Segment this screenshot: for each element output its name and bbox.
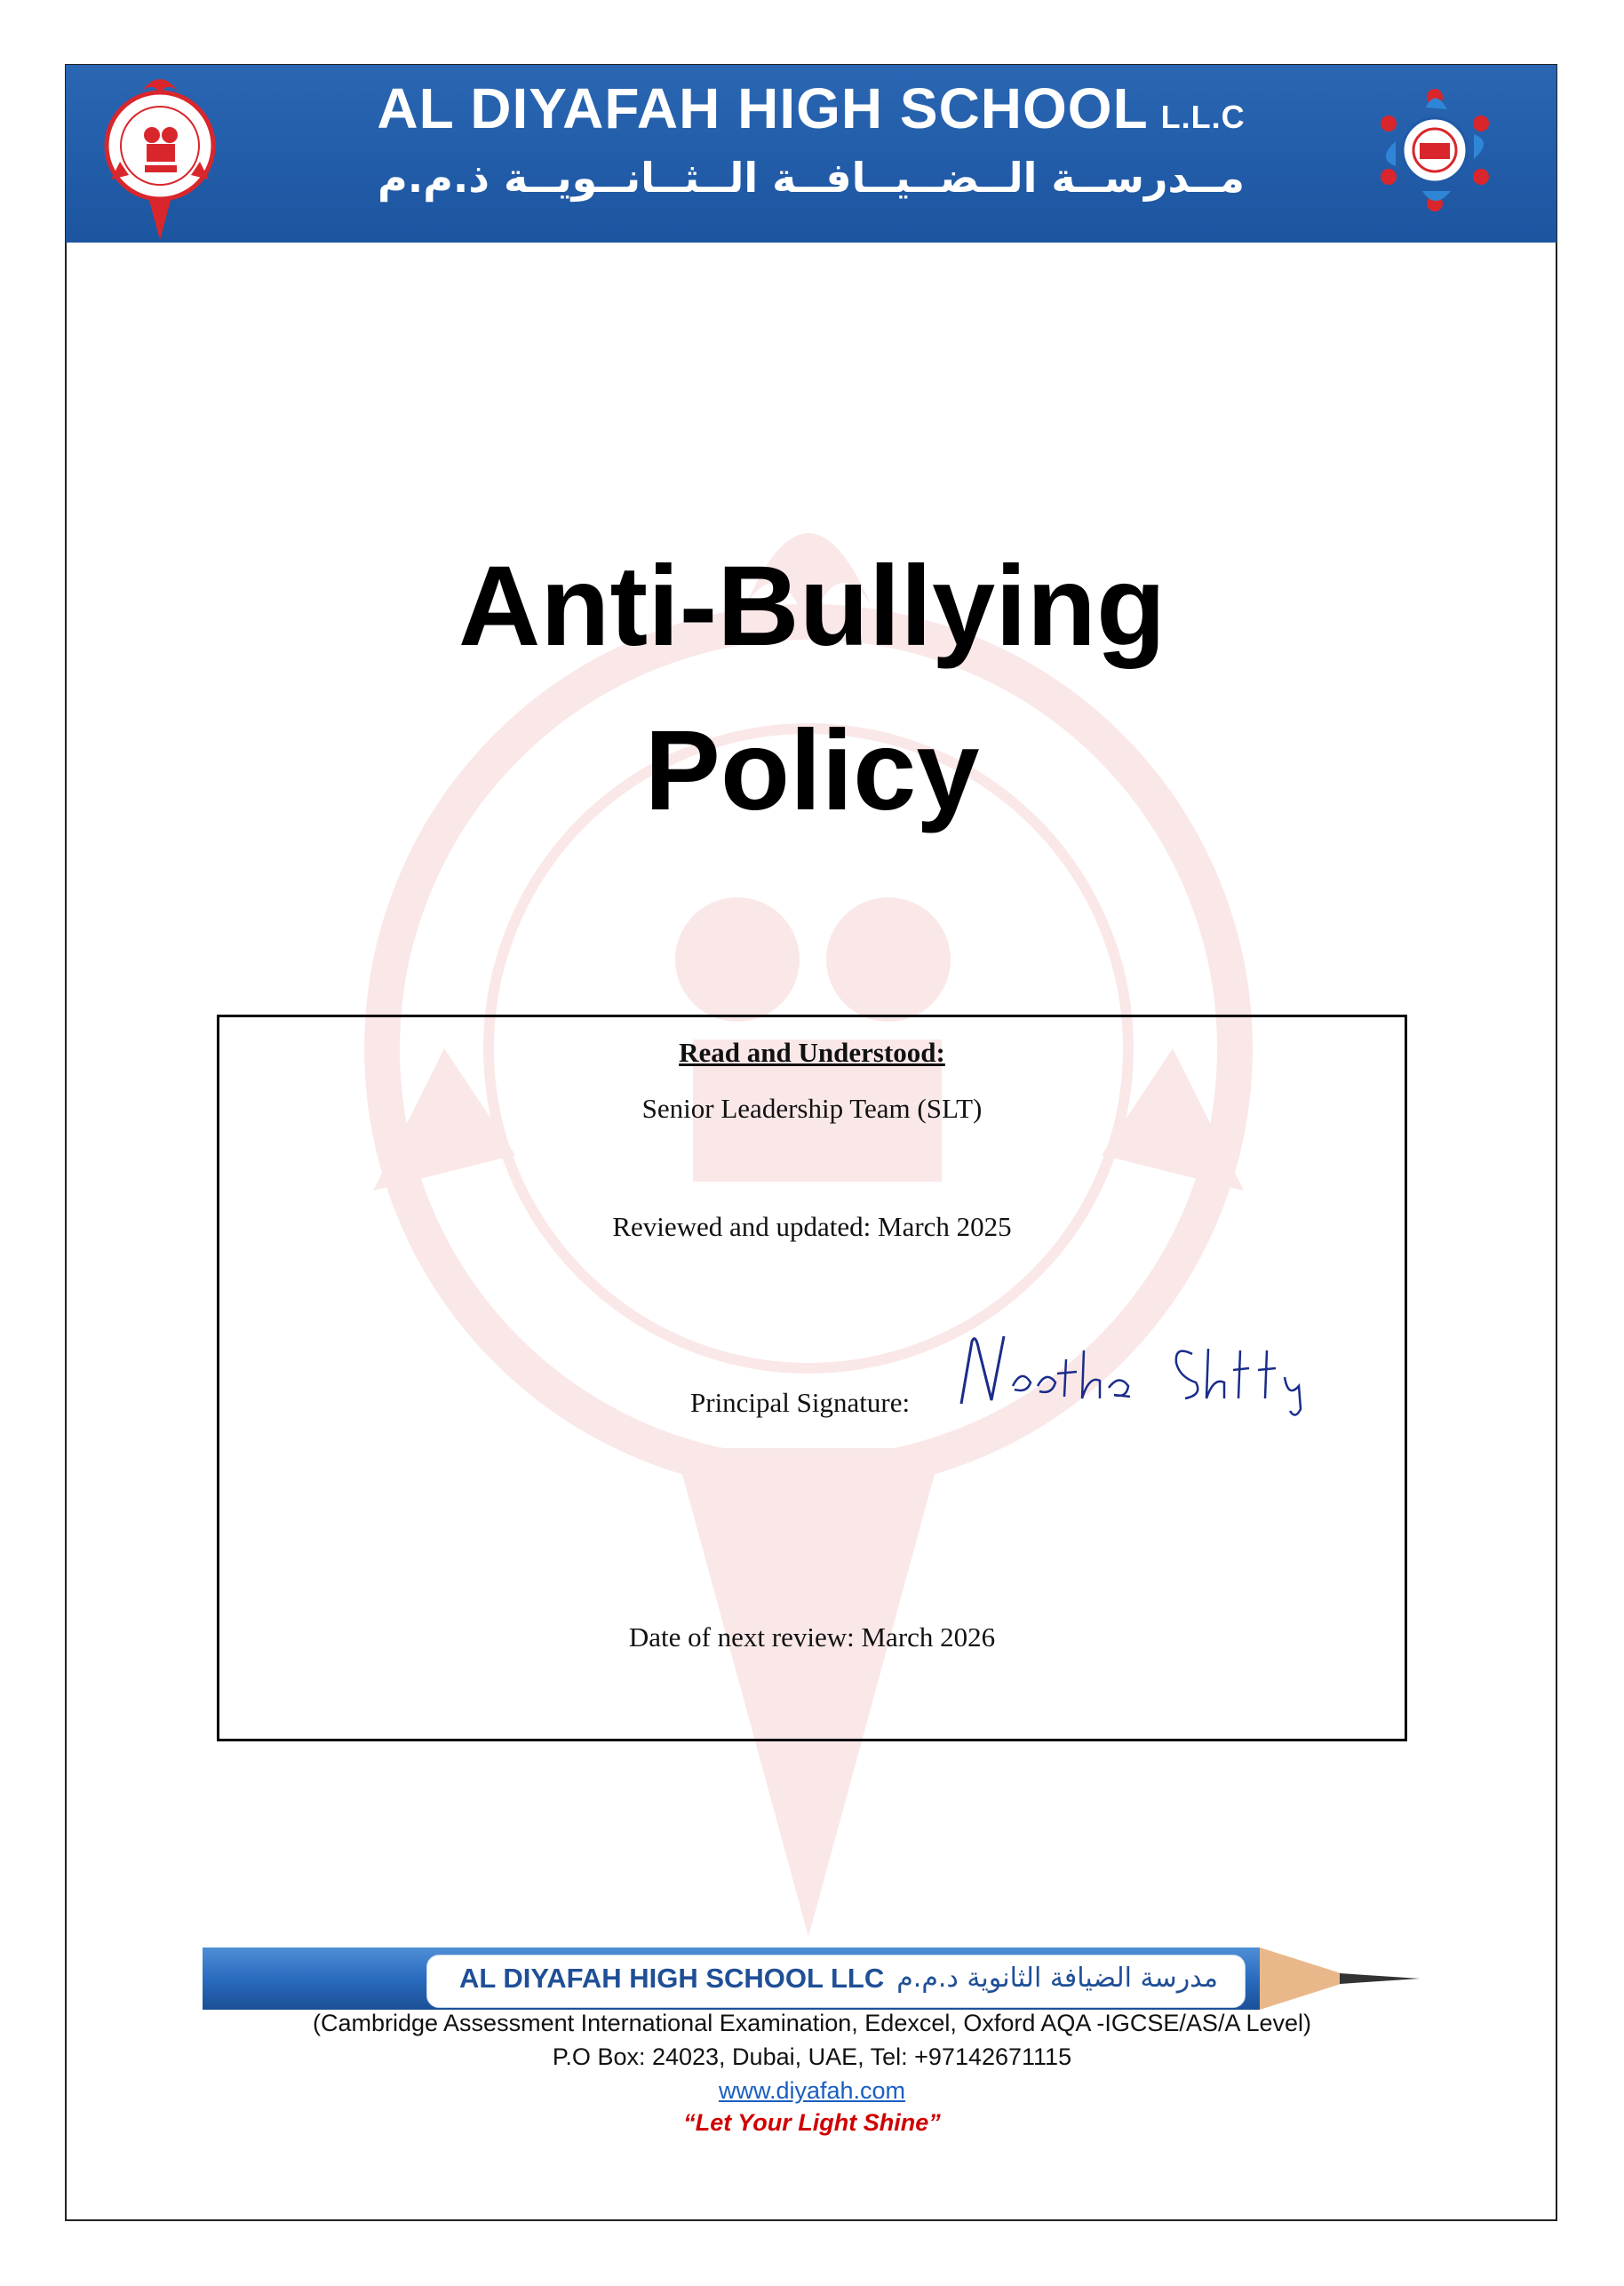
signature-label: Principal Signature: [690, 1387, 911, 1418]
next-review-line: Date of next review: March 2026 [628, 1621, 996, 1653]
footer-website-link[interactable]: www.diyafah.com [718, 2077, 906, 2104]
pencil-label [426, 1955, 1246, 2008]
box-heading: Read and Understood: [679, 1037, 945, 1068]
footer-motto: “Let Your Light Shine” [683, 2109, 941, 2136]
title-line-1: Anti-Bullying [458, 543, 1166, 670]
title-line-2: Policy [644, 707, 980, 834]
footer-contact: P.O Box: 24023, Dubai, UAE, Tel: +97142671115 [552, 2043, 1072, 2070]
document-title [0, 524, 1624, 853]
school-crest-logo [93, 73, 227, 240]
header-band [66, 65, 1556, 243]
school-name [66, 76, 1556, 141]
est-1982-emblem [1364, 75, 1506, 226]
school-suffix: L.L.C [1160, 99, 1246, 135]
pencil-label-arabic: مدرسة الضيافة الثانوية د.م.م [896, 1963, 1218, 1994]
pencil-label-english: AL DIYAFAH HIGH SCHOOL LLC [459, 1963, 885, 1994]
reviewed-line: Reviewed and updated: March 2025 [612, 1211, 1012, 1242]
principal-signature [952, 1324, 1361, 1422]
team-line: Senior Leadership Team (SLT) [641, 1093, 983, 1124]
footer-exams: (Cambridge Assessment International Examination, Edexcel, Oxford AQA -IGCSE/AS/A Level) [312, 2010, 1312, 2036]
approval-box [217, 1015, 1407, 1741]
school-name-text: AL DIYAFAH HIGH SCHOOL [377, 76, 1149, 140]
school-name-arabic: مــدرســة الــضــيــافــة الــثــانــويــة ذ.م.م [378, 154, 1245, 202]
